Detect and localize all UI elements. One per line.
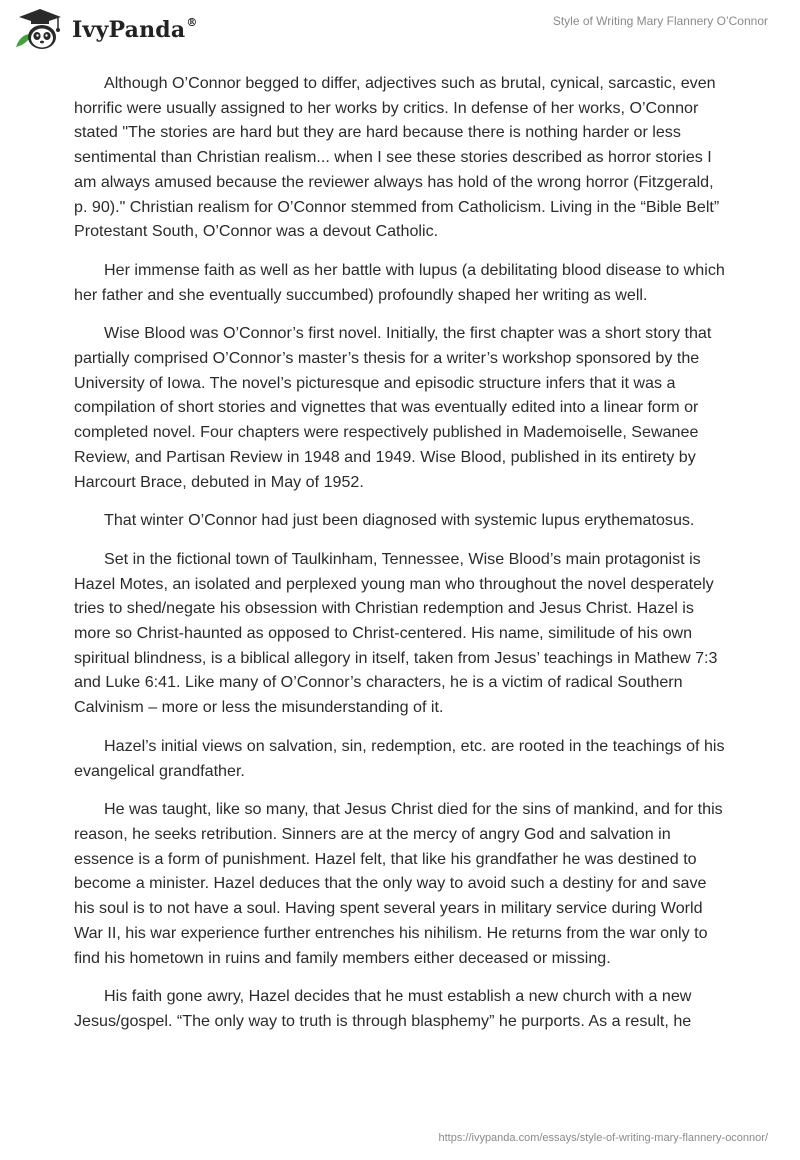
paragraph: Wise Blood was O’Connor’s first novel. Initially, the first chapter was a short story that partially comprised O’Connor’s master’s thesis for a writer’s workshop sponsored by the University of Iowa. The novel’s picturesque and episodic structure infers that it was a compilation of short stories and vignettes that was eventually edited into a linear form or completed novel. Four chapters were respectively published in Mademoiselle, Sewanee Review, and Partisan Review in 1948 and 1949. Wise Blood, published in its entirety by Harcourt Brace, debuted in May of 1952.	[74, 324, 712, 491]
source-url-link[interactable]: https://ivypanda.com/essays/style-of-writing-mary-flannery-oconnor/	[438, 1132, 768, 1144]
paragraph: Although O’Connor begged to differ, adjectives such as brutal, cynical, sarcastic, even horrific were usually assigned to her works by critics. In defense of her works, O’Connor stated "The stories are hard but they are hard because there is nothing harder or less sentimental than Christian realism... when I see these stories described as horror stories I am always amused because the reviewer always has hold of the wrong horror (Fitzgerald, p. 90)." Christian realism for O’Connor stemmed from Catholicism. Living in the “Bible Belt” Protestant South, O’Connor was a devout Catholic.	[74, 74, 720, 241]
logo-text: IvyPanda	[72, 17, 186, 43]
essay-body	[74, 71, 726, 1048]
paragraph: He was taught, like so many, that Jesus Christ died for the sins of mankind, and for this reason, he seeks retribution. Sinners are at the mercy of angry God and salvation in essence is a form of punishment. Hazel felt, that like his grandfather he was destined to become a minister. Hazel deduces that the only way to avoid such a destiny for and save his soul is to not have a soul. Having spent several years in military service during World War II, his war experience further entrenches his nihilism. He returns from the war only to find his hometown in ruins and family members either deceased or missing.	[74, 800, 723, 967]
registered-mark: ®	[186, 15, 198, 29]
document-title: Style of Writing Mary Flannery O’Connor	[552, 14, 768, 28]
ivypanda-logo[interactable]	[14, 7, 198, 51]
logo-wordmark	[72, 17, 198, 43]
paragraph: His faith gone awry, Hazel decides that he must establish a new church with a new Jesus/gospel. “The only way to truth is through blasphemy” he purports. As a result, he	[74, 987, 692, 1030]
paragraph: Hazel’s initial views on salvation, sin, redemption, etc. are rooted in the teachings of his evangelical grandfather.	[74, 736, 725, 780]
page-header	[0, 0, 800, 62]
panda-graduate-icon	[14, 7, 66, 51]
paragraph: Set in the fictional town of Taulkinham, Tennessee, Wise Blood’s main protagonist is Hazel Motes, an isolated and perplexed young man who throughout the novel desperately tries to shed/negate his obsession with Christian redemption and Jesus Christ. Hazel is more so Christ-haunted as opposed to Christ-centered. His name, similitude of his own spiritual blindness, is a biblical allegory in itself, taken from Jesus’ teachings in Mathew 7:3 and Luke 6:41. Like many of O’Connor’s characters, he is a victim of radical Southern Calvinism – more or less the misunderstanding of it.	[74, 549, 718, 717]
paragraph: That winter O’Connor had just been diagnosed with systemic lupus erythematosus.	[104, 511, 695, 530]
paragraph: Her immense faith as well as her battle with lupus (a debilitating blood disease to which her father and she eventually succumbed) profoundly shaped her writing as well.	[74, 260, 725, 304]
